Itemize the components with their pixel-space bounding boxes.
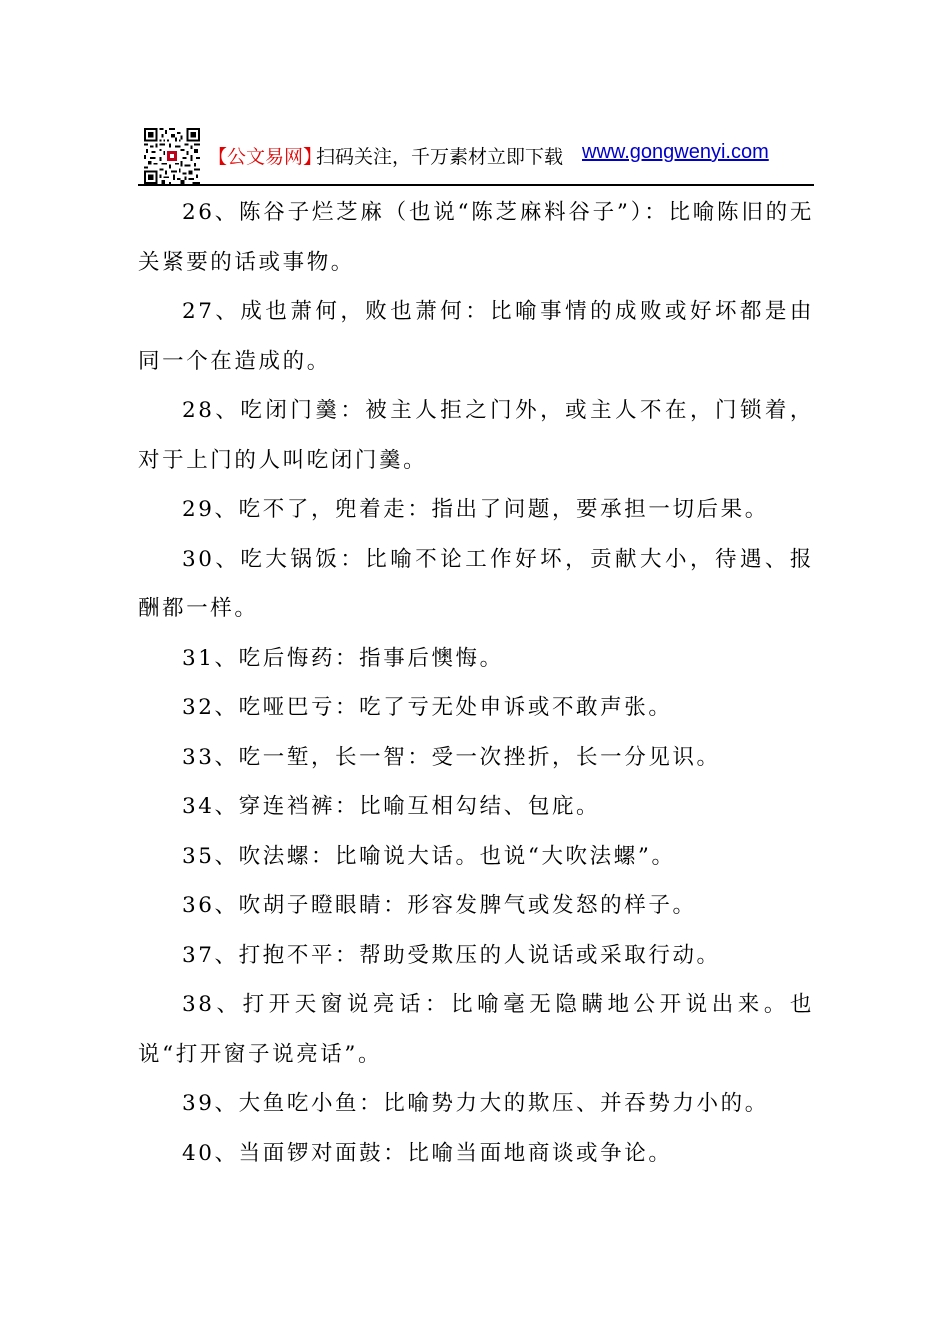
list-item: 30、吃大锅饭：比喻不论工作好坏，贡献大小，待遇、报酬都一样。 (138, 546, 814, 621)
list-item: 40、当面锣对面鼓：比喻当面地商谈或争论。 (182, 1140, 673, 1166)
document-body (138, 188, 814, 1178)
qr-code-icon[interactable] (144, 128, 200, 184)
page-header (138, 126, 814, 186)
list-item: 35、吹法螺：比喻说大话。也说“大吹法螺”。 (182, 843, 676, 869)
list-item: 29、吃不了，兜着走：指出了问题，要承担一切后果。 (182, 497, 769, 522)
list-item: 36、吹胡子瞪眼睛：形容发脾气或发怒的样子。 (182, 893, 697, 918)
list-item: 34、穿连裆裤：比喻互相勾结、包庇。 (182, 794, 601, 819)
list-item: 32、吃哑巴亏：吃了亏无处申诉或不敢声张。 (182, 695, 673, 720)
list-item: 31、吃后悔药：指事后懊悔。 (182, 645, 504, 671)
list-item: 28、吃闭门羹：被主人拒之门外，或主人不在，门锁着，对于上门的人叫吃闭门羹。 (138, 398, 814, 473)
list-item: 39、大鱼吃小鱼：比喻势力大的欺压、并吞势力小的。 (182, 1091, 769, 1116)
header-divider (138, 184, 814, 186)
header-slogan: 扫码关注，千万素材立即下载 (316, 146, 564, 168)
website-link[interactable]: www.gongwenyi.com (582, 141, 769, 163)
brand-name: 【公文易网】 (208, 146, 323, 168)
list-item: 37、打抱不平：帮助受欺压的人说话或采取行动。 (182, 942, 721, 968)
list-item: 27、成也萧何，败也萧何：比喻事情的成败或好坏都是由同一个在造成的。 (138, 299, 814, 374)
list-item: 38、打开天窗说亮话：比喻毫无隐瞒地公开说出来。也说“打开窗子说亮话”。 (138, 992, 814, 1067)
list-item: 26、陈谷子烂芝麻（也说“陈芝麻料谷子”）：比喻陈旧的无关紧要的话或事物。 (138, 200, 814, 275)
list-item: 33、吃一堑，长一智：受一次挫折，长一分见识。 (182, 744, 721, 770)
